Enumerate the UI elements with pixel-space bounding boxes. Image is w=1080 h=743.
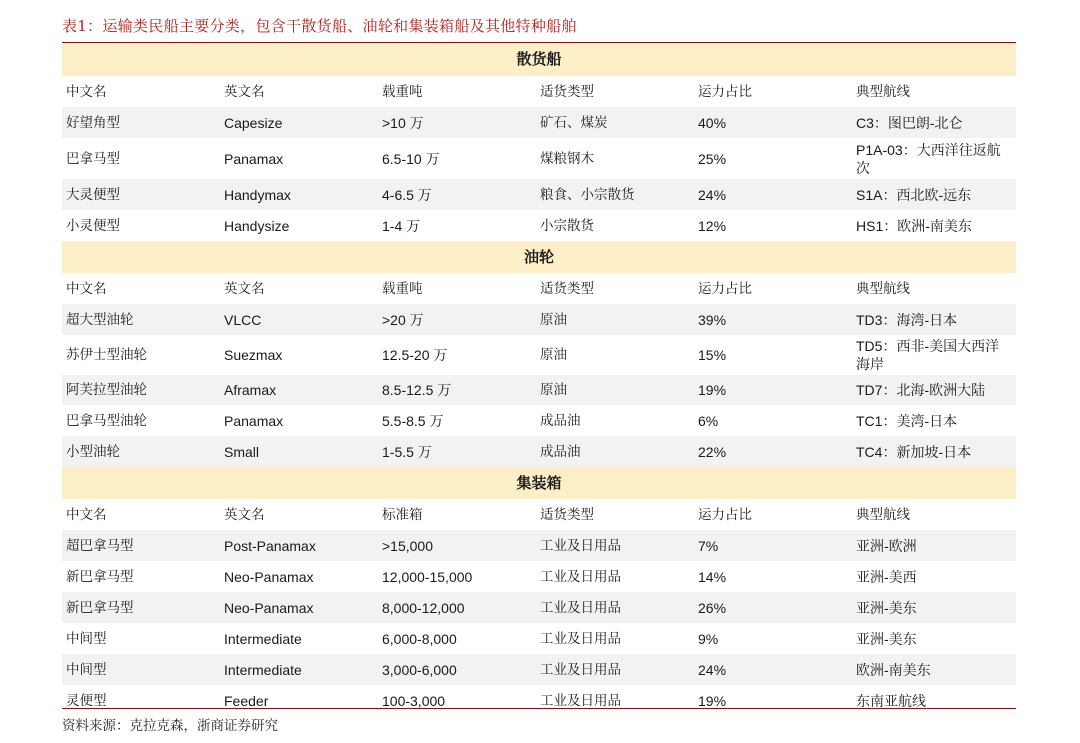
- cell-capacity: 8,000-12,000: [382, 599, 465, 616]
- cell-name-cn: 巴拿马型油轮: [66, 412, 147, 429]
- cell-name-cn: 新巴拿马型: [66, 568, 134, 585]
- cell-name-en: VLCC: [224, 311, 262, 328]
- cell-capacity: 6,000-8,000: [382, 630, 457, 647]
- cell-route: 欧洲-南美东: [856, 661, 931, 678]
- cell-name-cn: 巴拿马型: [66, 150, 120, 167]
- cell-cargo: 工业及日用品: [540, 568, 621, 585]
- table-row: [62, 436, 1016, 467]
- cell-name-en: Suezmax: [224, 347, 283, 363]
- cell-capacity: 5.5-8.5 万: [382, 412, 444, 429]
- cell-cargo: 工业及日用品: [540, 661, 621, 678]
- table-row: [62, 179, 1016, 210]
- cell-name-cn: 苏伊士型油轮: [66, 347, 147, 363]
- cell-name-en: Panamax: [224, 412, 284, 429]
- cell-name-cn: 好望角型: [66, 114, 120, 131]
- header-share: 运力占比: [698, 83, 752, 100]
- cell-share: 6%: [698, 412, 719, 429]
- cell-share: 24%: [698, 186, 727, 203]
- cell-name-en: Feeder: [224, 692, 269, 709]
- cell-cargo: 原油: [540, 311, 567, 328]
- cell-name-cn: 超大型油轮: [66, 311, 134, 328]
- cell-route: C3：图巴朗-北仑: [856, 114, 963, 131]
- section-title-bulk: 散货船: [62, 43, 1016, 76]
- cell-route: HS1：欧洲-南美东: [856, 217, 972, 234]
- cell-name-en: Neo-Panamax: [224, 599, 314, 616]
- cell-route: 亚洲-美东: [856, 630, 917, 647]
- cell-capacity: 12,000-15,000: [382, 568, 473, 585]
- cell-share: 25%: [698, 150, 727, 167]
- table-row: [62, 530, 1016, 561]
- table-row: [62, 335, 1016, 375]
- cell-name-cn: 中间型: [66, 661, 107, 678]
- cell-share: 22%: [698, 443, 727, 460]
- header-name-en: 英文名: [224, 280, 265, 297]
- cell-name-en: Small: [224, 443, 260, 460]
- cell-share: 19%: [698, 692, 727, 709]
- cell-route: TD5：西非-美国大西洋海岸: [856, 338, 1000, 372]
- cell-capacity: 100-3,000: [382, 692, 446, 709]
- cell-name-en: Capesize: [224, 114, 283, 131]
- cell-route: TD7：北海-欧洲大陆: [856, 382, 986, 398]
- cell-name-en: Handymax: [224, 186, 291, 203]
- header-row: [62, 499, 1016, 530]
- cell-route: 东南亚航线: [856, 692, 926, 709]
- table-row: [62, 654, 1016, 685]
- cell-capacity: 3,000-6,000: [382, 661, 457, 678]
- cell-cargo: 矿石、煤炭: [540, 114, 608, 131]
- source-note: 资料来源：克拉克森，浙商证券研究: [62, 718, 278, 734]
- cell-route: 亚洲-美东: [856, 599, 917, 616]
- cell-cargo: 煤粮钢木: [540, 150, 594, 167]
- cell-cargo: 工业及日用品: [540, 630, 621, 647]
- cell-route: 亚洲-欧洲: [856, 537, 917, 554]
- cell-capacity: 1-5.5 万: [382, 443, 432, 460]
- header-cargo: 适货类型: [540, 83, 594, 100]
- cell-share: 39%: [698, 311, 727, 328]
- cell-share: 14%: [698, 568, 727, 585]
- table-row: [62, 210, 1016, 241]
- header-dwt: 载重吨: [382, 280, 423, 297]
- cell-route: TC4：新加坡-日本: [856, 443, 972, 460]
- cell-share: 19%: [698, 382, 727, 398]
- header-row: [62, 273, 1016, 304]
- cell-share: 26%: [698, 599, 727, 616]
- cell-share: 7%: [698, 537, 719, 554]
- cell-name-en: Neo-Panamax: [224, 568, 314, 585]
- cell-route: P1A-03：大西洋往返航次: [856, 141, 1001, 176]
- table-row: [62, 561, 1016, 592]
- cell-cargo: 原油: [540, 382, 567, 398]
- cell-name-en: Intermediate: [224, 630, 302, 647]
- cell-name-cn: 中间型: [66, 630, 107, 647]
- cell-cargo: 工业及日用品: [540, 692, 621, 709]
- cell-share: 15%: [698, 347, 727, 363]
- cell-cargo: 粮食、小宗散货: [540, 186, 635, 203]
- header-route: 典型航线: [856, 280, 910, 297]
- table-row: [62, 138, 1016, 179]
- table-row: [62, 304, 1016, 335]
- cell-share: 12%: [698, 217, 727, 234]
- table-row: [62, 375, 1016, 405]
- header-name-en: 英文名: [224, 83, 265, 100]
- cell-name-en: Post-Panamax: [224, 537, 316, 554]
- table-row: [62, 405, 1016, 436]
- cell-route: TC1：美湾-日本: [856, 412, 958, 429]
- cell-name-cn: 阿芙拉型油轮: [66, 382, 147, 398]
- cell-name-cn: 小灵便型: [66, 217, 120, 234]
- cell-capacity: 4-6.5 万: [382, 186, 432, 203]
- header-share: 运力占比: [698, 506, 752, 523]
- cell-cargo: 工业及日用品: [540, 537, 621, 554]
- header-row: [62, 76, 1016, 107]
- table-row: [62, 685, 1016, 716]
- cell-cargo: 小宗散货: [540, 217, 594, 234]
- cell-share: 9%: [698, 630, 719, 647]
- table-row: [62, 592, 1016, 623]
- header-name-cn: 中文名: [66, 506, 107, 523]
- table-row: [62, 623, 1016, 654]
- header-cargo: 适货类型: [540, 506, 594, 523]
- cell-capacity: 6.5-10 万: [382, 150, 440, 167]
- table-caption: 表1：运输类民船主要分类，包含干散货船、油轮和集装箱船及其他特种船舶: [62, 17, 577, 35]
- header-teu: 标准箱: [382, 506, 423, 523]
- bottom-rule: [62, 708, 1016, 709]
- section-title-container: 集装箱: [62, 467, 1016, 499]
- header-route: 典型航线: [856, 506, 910, 523]
- cell-route: TD3：海湾-日本: [856, 311, 958, 328]
- cell-name-en: Intermediate: [224, 661, 302, 678]
- cell-name-cn: 新巴拿马型: [66, 599, 134, 616]
- cell-capacity: 8.5-12.5 万: [382, 382, 452, 398]
- cell-name-cn: 超巴拿马型: [66, 537, 134, 554]
- header-share: 运力占比: [698, 280, 752, 297]
- table-row: [62, 107, 1016, 138]
- cell-route: S1A：西北欧-远东: [856, 186, 972, 203]
- cell-name-en: Panamax: [224, 150, 284, 167]
- header-route: 典型航线: [856, 83, 910, 100]
- section-title-tanker: 油轮: [62, 241, 1016, 273]
- cell-capacity: 12.5-20 万: [382, 347, 448, 363]
- cell-name-cn: 小型油轮: [66, 443, 120, 460]
- cell-share: 40%: [698, 114, 727, 131]
- cell-capacity: >10 万: [382, 114, 424, 131]
- header-name-en: 英文名: [224, 506, 265, 523]
- cell-share: 24%: [698, 661, 727, 678]
- header-cargo: 适货类型: [540, 280, 594, 297]
- cell-cargo: 工业及日用品: [540, 599, 621, 616]
- header-name-cn: 中文名: [66, 83, 107, 100]
- cell-name-en: Aframax: [224, 382, 277, 398]
- cell-capacity: >20 万: [382, 311, 424, 328]
- header-dwt: 载重吨: [382, 83, 423, 100]
- cell-cargo: 成品油: [540, 412, 581, 429]
- cell-cargo: 原油: [540, 347, 567, 363]
- cell-name-en: Handysize: [224, 217, 290, 234]
- ship-classification-table: [62, 43, 1016, 716]
- cell-capacity: 1-4 万: [382, 217, 421, 234]
- cell-cargo: 成品油: [540, 443, 581, 460]
- cell-capacity: >15,000: [382, 537, 433, 554]
- header-name-cn: 中文名: [66, 280, 107, 297]
- cell-route: 亚洲-美西: [856, 568, 917, 585]
- cell-name-cn: 大灵便型: [66, 186, 120, 203]
- cell-name-cn: 灵便型: [66, 692, 107, 709]
